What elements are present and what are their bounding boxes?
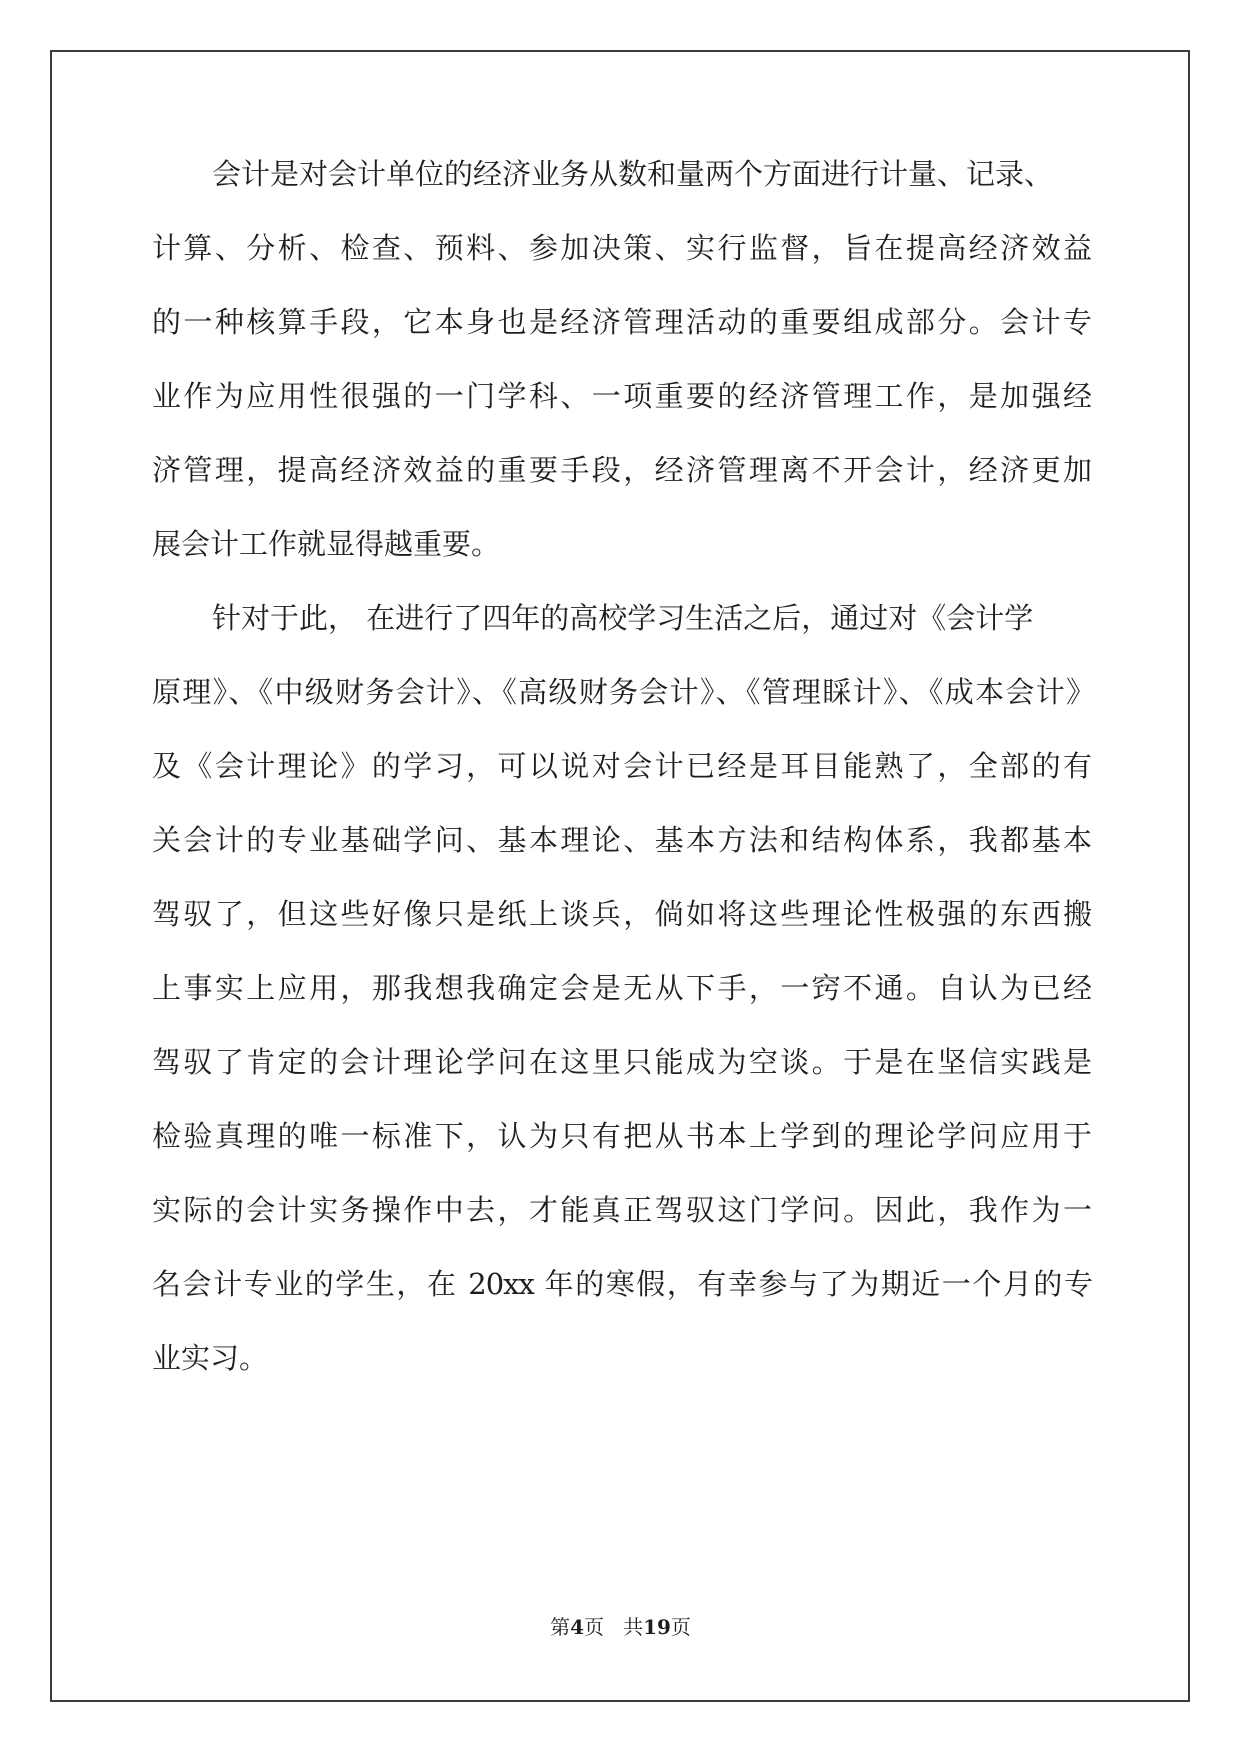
paragraph-1-line-4: 业作为应用性很强的一门学科、一项重要的经济管理工作，是加强经	[152, 379, 1092, 413]
page-footer	[0, 1613, 1241, 1641]
paragraph-2-line-1: 针对于此， 在进行了四年的高校学习生活之后，通过对《会计学	[212, 601, 1034, 635]
paragraph-2-line-8: 检验真理的唯一标准下，认为只有把从书本上学到的理论学问应用于	[152, 1119, 1092, 1153]
paragraph-2-line-2: 原理》、《中级财务会计》、《高级财务会计》、《管理睬计》、《成本会计》	[152, 675, 1092, 709]
paragraph-1-line-1: 会计是对会计单位的经济业务从数和量两个方面进行计量、记录、	[212, 157, 1054, 191]
footer-page-current: 4	[570, 1615, 584, 1639]
paragraph-2-line-6: 上事实上应用，那我想我确定会是无从下手，一窍不通。自认为已经	[152, 971, 1092, 1005]
paragraph-2-line-9: 实际的会计实务操作中去，才能真正驾驭这门学问。因此，我作为一	[152, 1193, 1092, 1227]
footer-page-suffix: 页	[670, 1615, 691, 1639]
paragraph-1-line-5: 济管理，提高经济效益的重要手段，经济管理离不开会计，经济更加	[152, 453, 1092, 487]
paragraph-1-line-3: 的一种核算手段，它本身也是经济管理活动的重要组成部分。会计专	[152, 305, 1092, 339]
paragraph-2-line-5: 驾驭了，但这些好像只是纸上谈兵，倘如将这些理论性极强的东西搬	[152, 897, 1092, 931]
paragraph-2-line-4: 关会计的专业基础学问、基本理论、基本方法和结构体系，我都基本	[152, 823, 1092, 857]
paragraph-1-line-6: 展会计工作就显得越重要。	[152, 527, 501, 561]
footer-page-middle: 页 共	[584, 1615, 644, 1639]
paragraph-2-line-3: 及《会计理论》的学习，可以说对会计已经是耳目能熟了，全部的有	[152, 749, 1092, 783]
paragraph-2-line-7: 驾驭了肯定的会计理论学问在这里只能成为空谈。于是在坚信实践是	[152, 1045, 1092, 1079]
page-border	[50, 50, 1190, 1702]
footer-page-total: 19	[643, 1615, 671, 1639]
paragraph-2-line-11: 业实习。	[152, 1341, 269, 1375]
footer-page-prefix: 第	[550, 1615, 571, 1639]
paragraph-2-line-10: 名会计专业的学生，在 20xx 年的寒假，有幸参与了为期近一个月的专	[152, 1267, 1092, 1301]
paragraph-1-line-2: 计算、分析、检查、预料、参加决策、实行监督，旨在提高经济效益	[152, 231, 1092, 265]
